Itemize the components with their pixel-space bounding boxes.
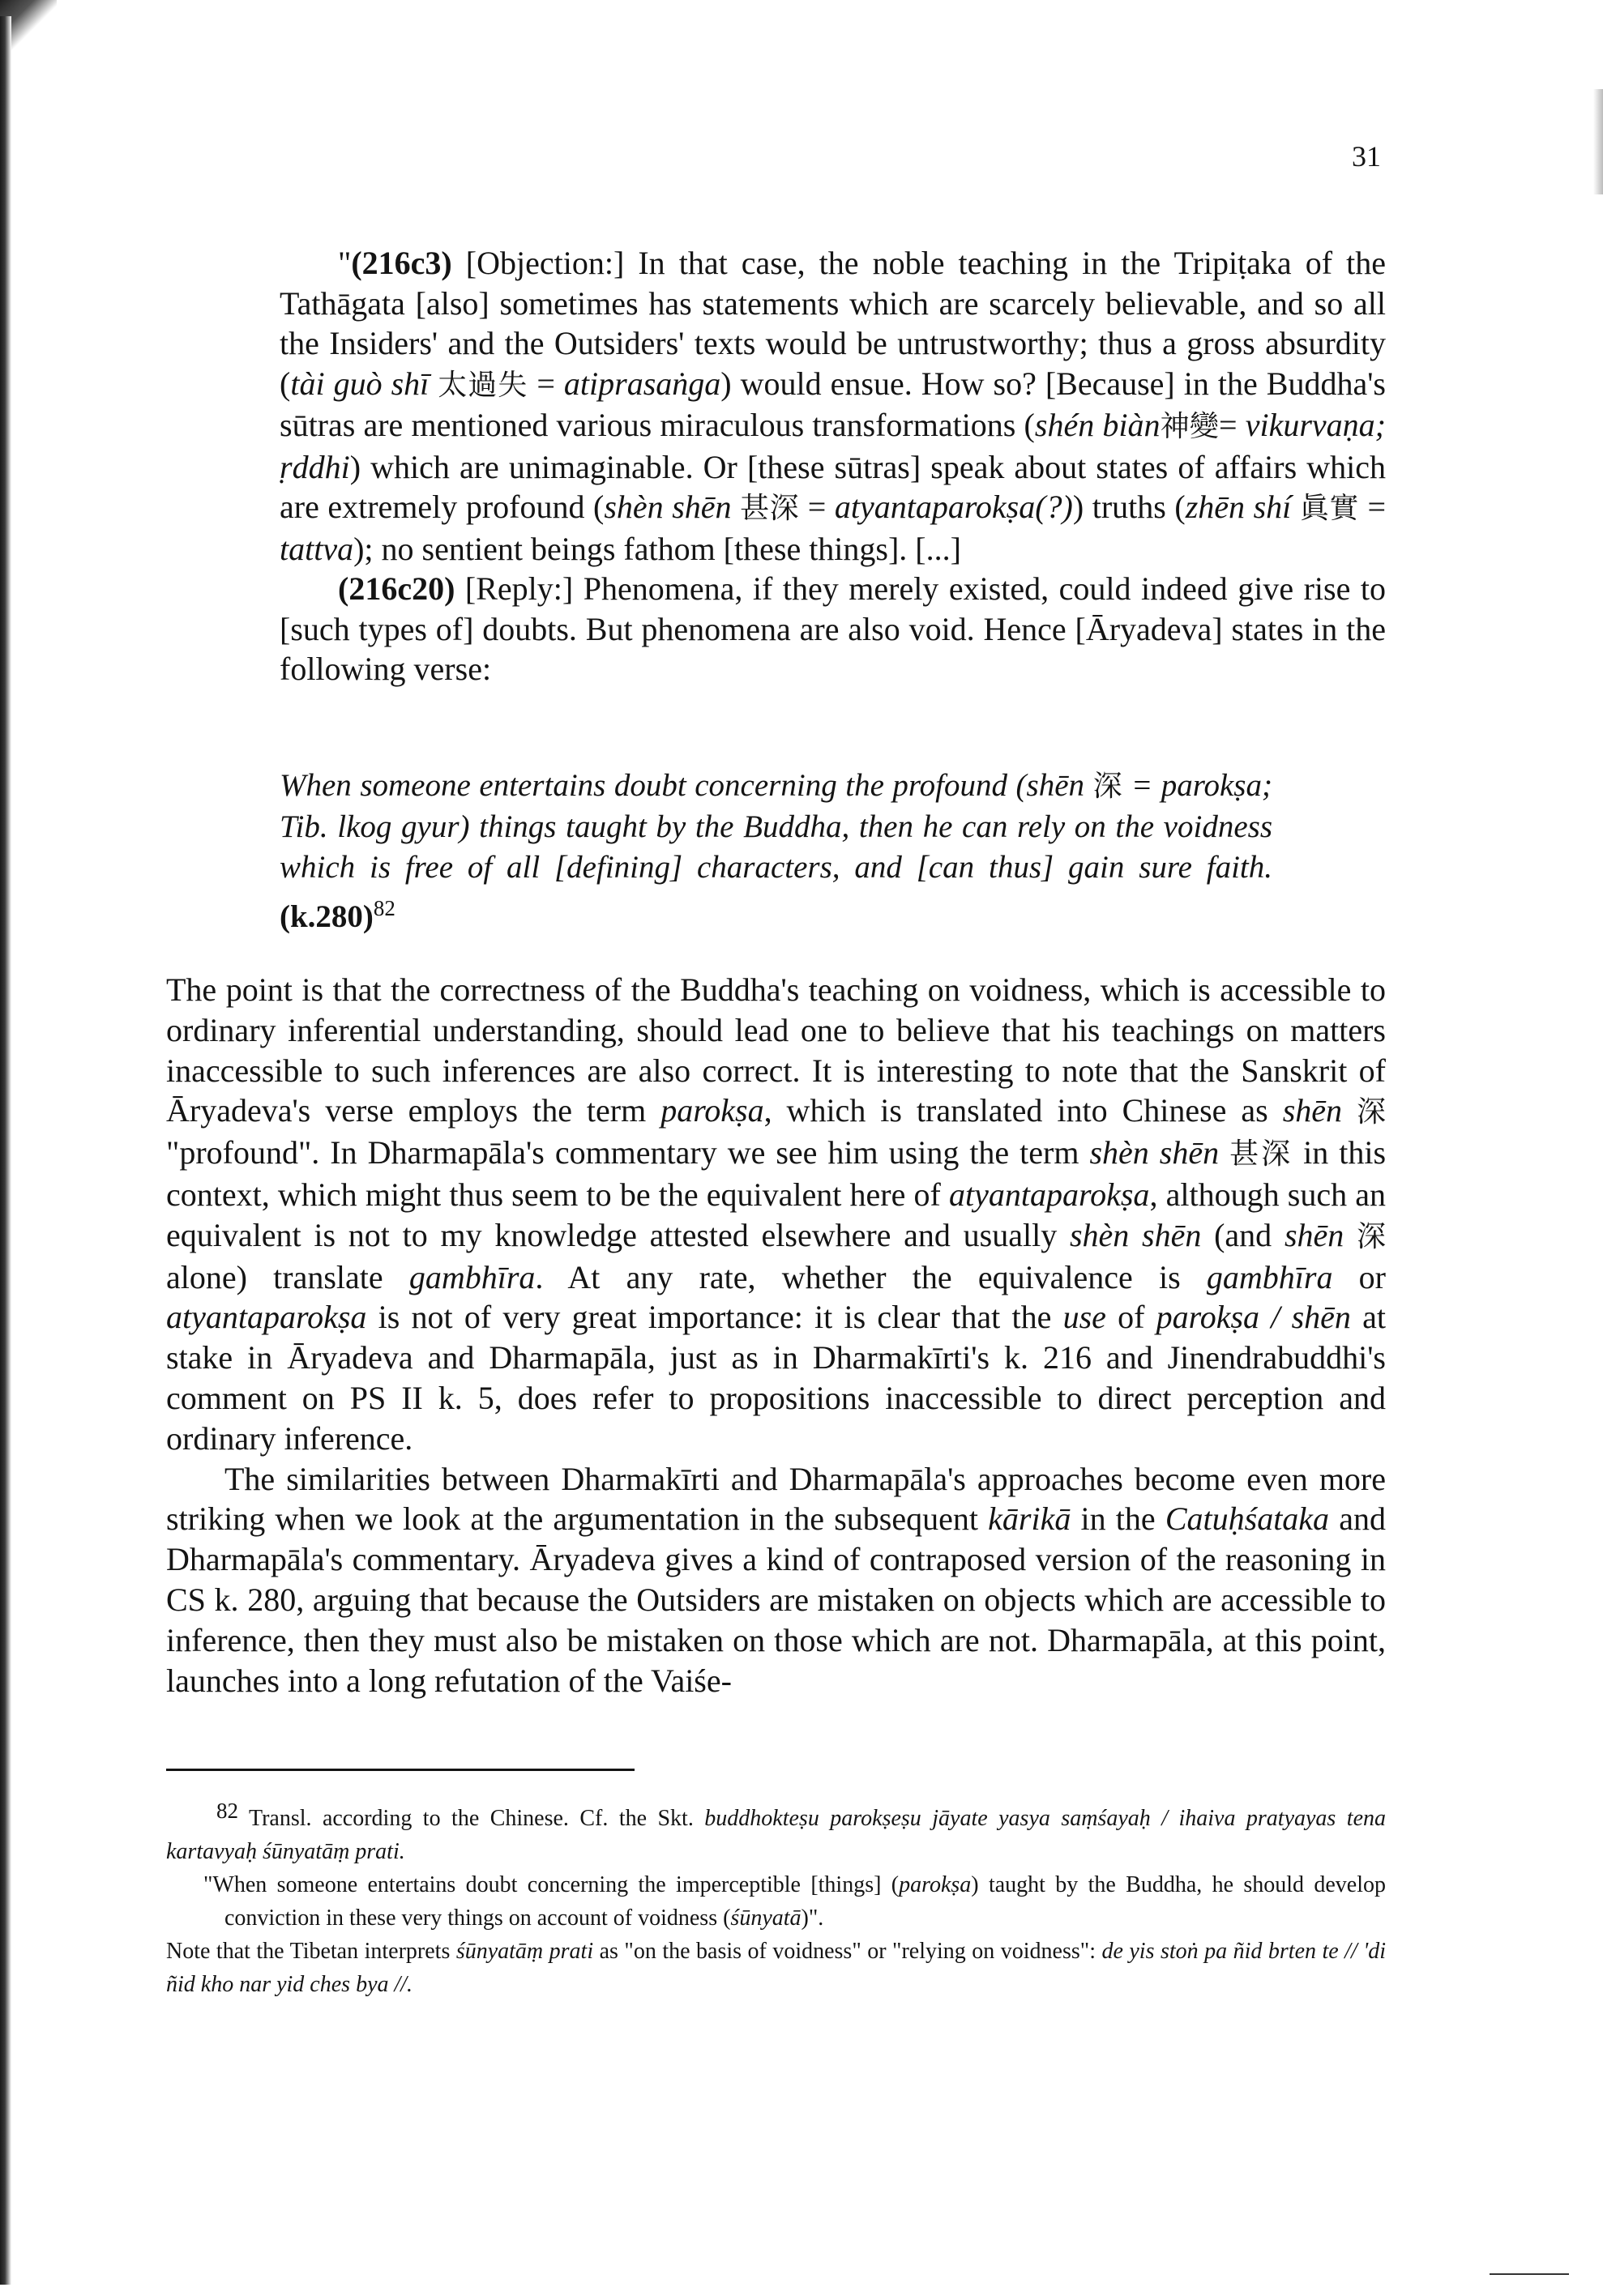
footnote-sanskrit-verse: buddhokteṣu parokṣeṣu jāyate yasya saṃśayaḥ / ihaiva pratyayas tena kartavyaḥ śūnyatāṃ prati. [166,1806,1386,1864]
term-paroksa: parokṣa [899,1872,972,1897]
bottom-edge-mark [1490,2273,1569,2275]
term-shen-shen: shèn shēn [1089,1134,1220,1171]
objection-text-3: which are unimaginable. Or [these sūtras] speak about states of affairs which are extremely profound [280,448,1386,525]
body1-text-6: (and [1201,1216,1285,1253]
sanskrit-atyantaparoksa: atyantaparokṣa(?) [834,489,1073,525]
page-number: 31 [1352,140,1381,173]
paren-open: ( [1024,407,1035,443]
pinyin-shen-shen: shèn shēn [604,489,732,525]
term-shen: shēn [1284,1216,1344,1253]
tibetan-verse: de yis stoṅ pa ñid brten te // 'di ñid kho nar yid ches bya //. [166,1939,1386,1997]
body1-text-9: or [1332,1258,1387,1295]
objection-text-4: truths [1084,489,1175,525]
karika-ref-k280: (k.280) [280,899,374,934]
term-sunyata: śūnyatā [730,1906,802,1931]
equals-sign: = [1219,407,1246,443]
body1-text-5: , although such an equivalent is not to my knowledge attested elsewhere and usually [166,1176,1386,1253]
term-karika: kārikā [988,1500,1071,1538]
scan-edge-smudge [1593,89,1603,194]
chinese-shen-shen: 甚深 [1229,1137,1293,1171]
pinyin-shen-bian: shén biàn [1034,407,1161,443]
pinyin-zhen-shi: zhēn shí [1185,489,1292,525]
body-text [166,970,1386,1701]
body-paragraph-1 [166,970,1386,1459]
objection-text-2: would ensue. How so? [Because] in the Buddha's sūtras are mentioned various miraculous transformations [280,365,1386,443]
scan-binding-edge [0,16,11,2285]
passage-ref-216c3: (216c3) [351,245,452,281]
chinese-shen: 深 [1092,770,1123,803]
body1-text-11: of [1105,1299,1156,1336]
chinese-zhen-shi: 眞實 [1299,492,1359,525]
body1-text-12: at stake in Āryadeva and Dharmapāla, just as in Dharmakīrti's k. 216 and Jinendrabuddhi's comment on PS II k. 5, does refer to propositions inaccessible to direct perception and ordinary inference. [166,1299,1386,1457]
footnote-note-2: as "on the basis of voidness" or "relying on voidness": [593,1939,1102,1964]
paren-close: ) [1072,489,1084,525]
chinese-shen: 深 [1357,1219,1387,1253]
quote-paragraph-objection [280,243,1386,569]
chinese-shen-bian: 神變 [1160,410,1219,443]
body2-text-2: in the [1071,1500,1165,1538]
term-gambhira: gambhīra [408,1258,536,1295]
title-catuhsataka: Catuḥśataka [1165,1500,1330,1538]
quoted-passage [280,243,1386,689]
paren-open: ( [280,365,291,402]
body2-text-3: and Dharmapāla's commentary. Āryadeva gives a kind of contraposed version of the reasoning in CS k. 280, arguing that because the Outsiders are mistaken on objects which are accessible to inference, then they must also be mistaken on those which are not. Dharmapāla, at this point, launches into a long refutation of the Vaiśe- [166,1500,1386,1699]
chinese-shen-shen: 甚深 [740,492,800,525]
sanskrit-tattva: tattva [280,530,354,567]
verse-translation [280,766,1272,937]
verse-text-1: When someone entertains doubt concerning the profound (shēn [280,768,1085,803]
body1-text-8: . At any rate, whether the equivalence is [535,1258,1207,1295]
term-atyantaparoksa: atyantaparokṣa [166,1299,367,1336]
paren-close: ) [349,448,361,485]
footnote-marker-82: 82 [216,1799,238,1823]
open-quote-mark: " [338,245,352,281]
body2-text-1: The similarities between Dharmakīrti and Dharmapāla's approaches become even more striking when we look at the argumentation in the subsequent [166,1460,1386,1538]
term-shen-shen: shèn shēn [1069,1216,1202,1253]
body-paragraph-2 [166,1459,1386,1701]
passage-ref-216c20: (216c20) [338,570,455,607]
objection-text-5: ; no sentient beings fathom [these things]. [...] [364,530,961,567]
footnote-82 [166,1795,1386,1868]
chinese-tai-guo-shi: 太過失 [438,368,528,402]
sanskrit-vikurvana: vikurvaṇa; ṛddhi [280,407,1386,485]
equals-sign: = [1358,489,1387,525]
term-paroksa-shen: parokṣa / shēn [1156,1299,1351,1336]
term-shen: shēn [1282,1092,1343,1129]
reply-text: [Reply:] Phenomena, if they merely existed, could indeed give rise to [such types of] doubts. But phenomena are also void. Hence [Āryadeva] states in the following verse: [280,570,1386,687]
objection-text-1: [Objection:] In that case, the noble teaching in the Tripiṭaka of the Tathāgata [also] sometimes has statements which are scarcely believable, and so all the Insiders' and the Outsiders' texts would be untrustworthy; thus a gross absurdity [280,245,1386,361]
term-atyantaparoksa: atyantaparokṣa [949,1176,1150,1213]
sanskrit-atiprasanga: atiprasaṅga [563,365,721,402]
term-use: use [1062,1299,1106,1336]
footnote-quote-3: )". [801,1906,824,1931]
verse-text-2: = parokṣa; Tib. lkog gyur) things taught by the Buddha, then he can rely on the voidness which is free of all [defining] characters, and [can thus] gain sure faith. [280,768,1272,885]
term-paroksa: parokṣa [660,1092,764,1129]
paren-open: ( [1174,489,1186,525]
footnote-note-1: Note that the Tibetan interprets [166,1939,456,1964]
equals-sign: = [799,489,835,525]
body1-text-7: alone) translate [166,1258,409,1295]
footnote-translation [166,1868,1386,1935]
paren-close: ) [720,365,732,402]
equals-sign: = [528,365,564,402]
footnote-reference-82[interactable]: 82 [373,896,395,920]
term-sunyatam-prati: śūnyatāṃ prati [455,1939,594,1964]
body1-text-1: The point is that the correctness of the Buddha's teaching on voidness, which is accessible to ordinary inferential understanding, should lead one to believe that his teachings on matters inaccessible to such inferences are also correct. It is interesting to note that the Sanskrit of Āryadeva's verse employs the term [166,971,1386,1129]
body1-text-3: "profound". In Dharmapāla's commentary we see him using the term [166,1134,1090,1171]
body1-text-2: , which is translated into Chinese as [763,1092,1283,1129]
verse-paragraph [280,766,1272,937]
footnote-text-1: Transl. according to the Chinese. Cf. the Skt. [238,1806,705,1831]
chinese-shen: 深 [1356,1095,1386,1129]
footnote-separator [166,1769,635,1771]
footnotes [166,1795,1386,2001]
body1-text-10: is not of very great importance: it is clear that the [366,1299,1063,1336]
footnote-quote-1: "When someone entertains doubt concerning the imperceptible [things] ( [203,1872,900,1897]
pinyin-tai-guo-shi: tài guò shī [290,365,430,402]
footnote-quote-2: ) taught by the Buddha, he should develop conviction in these very things on account of voidness ( [224,1872,1387,1931]
term-gambhira: gambhīra [1206,1258,1333,1295]
paren-close: ) [353,530,365,567]
paren-open: ( [593,489,605,525]
body1-text-4: in this context, which might thus seem to be the equivalent here of [166,1134,1387,1213]
quote-paragraph-reply [280,569,1386,689]
footnote-tibetan-note [166,1935,1386,2001]
